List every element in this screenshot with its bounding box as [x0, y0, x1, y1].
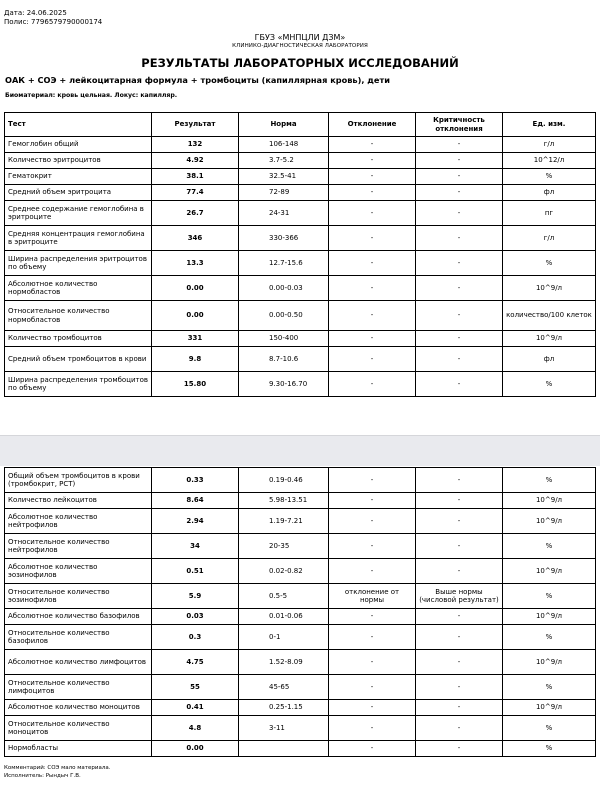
cell-unit: фл: [503, 347, 596, 372]
cell-result: 13.3: [152, 251, 239, 276]
table-row: [5, 226, 596, 251]
cell-criticality: -: [416, 493, 503, 509]
cell-test-name: Гематокрит: [5, 169, 152, 185]
cell-criticality: -: [416, 226, 503, 251]
cell-deviation: -: [329, 675, 416, 700]
cell-test-name: Относительное количество эозинофилов: [5, 584, 152, 609]
cell-result: 4.75: [152, 650, 239, 675]
cell-test-name: Количество тромбоцитов: [5, 331, 152, 347]
cell-criticality: -: [416, 468, 503, 493]
cell-norm: 3.7-5.2: [239, 153, 329, 169]
page-title: РЕЗУЛЬТАТЫ ЛАБОРАТОРНЫХ ИССЛЕДОВАНИЙ: [141, 56, 459, 70]
cell-unit: 10^9/л: [503, 559, 596, 584]
table-row: [5, 534, 596, 559]
cell-deviation: -: [329, 201, 416, 226]
cell-result: 0.51: [152, 559, 239, 584]
table-row: [5, 675, 596, 700]
table-row: [5, 650, 596, 675]
policy-number: Полис: 7796579790000174: [4, 18, 103, 26]
cell-criticality: -: [416, 153, 503, 169]
table-row: [5, 301, 596, 331]
cell-criticality: -: [416, 169, 503, 185]
cell-unit: %: [503, 716, 596, 741]
cell-norm: 32.5-41: [239, 169, 329, 185]
cell-deviation: -: [329, 372, 416, 397]
cell-test-name: Абсолютное количество базофилов: [5, 609, 152, 625]
cell-norm: 0.01-0.06: [239, 609, 329, 625]
cell-deviation: -: [329, 609, 416, 625]
col-header-criticality: Критичность отклонения: [416, 113, 503, 137]
cell-deviation: -: [329, 276, 416, 301]
cell-test-name: Абсолютное количество нейтрофилов: [5, 509, 152, 534]
cell-result: 34: [152, 534, 239, 559]
cell-deviation: -: [329, 153, 416, 169]
cell-norm: 150-400: [239, 331, 329, 347]
table-row: [5, 372, 596, 397]
report-date: Дата: 24.06.2025: [4, 9, 67, 17]
cell-norm: 0.25-1.15: [239, 700, 329, 716]
executor-text: Исполнитель: Рындыч Г.В.: [4, 773, 81, 779]
cell-deviation: -: [329, 534, 416, 559]
cell-result: 77.4: [152, 185, 239, 201]
cell-norm: 0.00-0.03: [239, 276, 329, 301]
cell-criticality: -: [416, 609, 503, 625]
cell-unit: г/л: [503, 137, 596, 153]
cell-criticality: Выше нормы (числовой результат): [416, 584, 503, 609]
cell-result: 346: [152, 226, 239, 251]
cell-test-name: Средний объем тромбоцитов в крови: [5, 347, 152, 372]
cell-result: 4.8: [152, 716, 239, 741]
cell-norm: 3-11: [239, 716, 329, 741]
cell-criticality: -: [416, 716, 503, 741]
cell-test-name: Количество лейкоцитов: [5, 493, 152, 509]
cell-unit: %: [503, 169, 596, 185]
cell-criticality: -: [416, 741, 503, 757]
cell-deviation: -: [329, 493, 416, 509]
cell-deviation: -: [329, 169, 416, 185]
cell-unit: %: [503, 251, 596, 276]
cell-test-name: Относительное количество нормобластов: [5, 301, 152, 331]
cell-deviation: -: [329, 559, 416, 584]
cell-result: 55: [152, 675, 239, 700]
cell-result: 8.64: [152, 493, 239, 509]
cell-test-name: Ширина распределения эритроцитов по объему: [5, 251, 152, 276]
cell-norm: 20-35: [239, 534, 329, 559]
table-row: [5, 700, 596, 716]
cell-norm: 0.5-5: [239, 584, 329, 609]
cell-criticality: -: [416, 137, 503, 153]
cell-result: 5.9: [152, 584, 239, 609]
col-header-result: Результат: [152, 113, 239, 137]
cell-criticality: -: [416, 251, 503, 276]
cell-unit: фл: [503, 185, 596, 201]
cell-norm: 24-31: [239, 201, 329, 226]
table-row: [5, 153, 596, 169]
cell-test-name: Среднее содержание гемоглобина в эритроците: [5, 201, 152, 226]
cell-unit: 10^9/л: [503, 700, 596, 716]
cell-result: 26.7: [152, 201, 239, 226]
cell-unit: %: [503, 372, 596, 397]
table-row: [5, 201, 596, 226]
cell-deviation: -: [329, 650, 416, 675]
cell-unit: пг: [503, 201, 596, 226]
cell-deviation: -: [329, 468, 416, 493]
cell-test-name: Абсолютное количество нормобластов: [5, 276, 152, 301]
cell-unit: 10^9/л: [503, 650, 596, 675]
col-header-unit: Ед. изм.: [503, 113, 596, 137]
cell-result: 0.00: [152, 276, 239, 301]
cell-norm: [239, 741, 329, 757]
cell-criticality: -: [416, 185, 503, 201]
table-row: [5, 509, 596, 534]
table-row: [5, 251, 596, 276]
cell-norm: 12.7-15.6: [239, 251, 329, 276]
cell-deviation: -: [329, 301, 416, 331]
table-row: [5, 493, 596, 509]
table-row: [5, 331, 596, 347]
cell-unit: %: [503, 741, 596, 757]
cell-norm: 0.00-0.50: [239, 301, 329, 331]
table-header-row: [5, 113, 596, 137]
cell-norm: 5.98-13.51: [239, 493, 329, 509]
table-row: [5, 347, 596, 372]
cell-criticality: -: [416, 650, 503, 675]
cell-result: 0.00: [152, 301, 239, 331]
cell-deviation: -: [329, 509, 416, 534]
cell-unit: %: [503, 584, 596, 609]
cell-criticality: -: [416, 509, 503, 534]
cell-result: 9.8: [152, 347, 239, 372]
cell-test-name: Абсолютное количество лимфоцитов: [5, 650, 152, 675]
cell-norm: 0.02-0.82: [239, 559, 329, 584]
cell-unit: 10^9/л: [503, 276, 596, 301]
cell-result: 2.94: [152, 509, 239, 534]
table-row: [5, 468, 596, 493]
cell-result: 4.92: [152, 153, 239, 169]
cell-deviation: -: [329, 741, 416, 757]
cell-test-name: Абсолютное количество моноцитов: [5, 700, 152, 716]
cell-unit: 10^9/л: [503, 331, 596, 347]
cell-test-name: Гемоглобин общий: [5, 137, 152, 153]
cell-test-name: Средний объем эритроцита: [5, 185, 152, 201]
cell-norm: 72-89: [239, 185, 329, 201]
cell-deviation: -: [329, 185, 416, 201]
cell-criticality: -: [416, 301, 503, 331]
cell-test-name: Средняя концентрация гемоглобина в эритроците: [5, 226, 152, 251]
cell-criticality: -: [416, 331, 503, 347]
cell-unit: г/л: [503, 226, 596, 251]
table-row: [5, 559, 596, 584]
cell-result: 331: [152, 331, 239, 347]
table-row: [5, 276, 596, 301]
col-header-deviation: Отклонение: [329, 113, 416, 137]
cell-deviation: -: [329, 625, 416, 650]
cell-deviation: -: [329, 347, 416, 372]
cell-unit: 10^12/л: [503, 153, 596, 169]
biomaterial-info: Биоматериал: кровь цельная. Локус: капилляр.: [5, 92, 178, 99]
cell-unit: %: [503, 675, 596, 700]
cell-deviation: -: [329, 251, 416, 276]
cell-result: 0.03: [152, 609, 239, 625]
cell-norm: 1.52-8.09: [239, 650, 329, 675]
cell-criticality: -: [416, 276, 503, 301]
cell-unit: 10^9/л: [503, 509, 596, 534]
cell-unit: %: [503, 534, 596, 559]
cell-test-name: Относительное количество базофилов: [5, 625, 152, 650]
table-row: [5, 716, 596, 741]
page-break: [0, 435, 600, 467]
cell-norm: 106-148: [239, 137, 329, 153]
cell-norm: 0-1: [239, 625, 329, 650]
laboratory-name: КЛИНИКО-ДИАГНОСТИЧЕСКАЯ ЛАБОРАТОРИЯ: [232, 43, 368, 49]
cell-unit: %: [503, 625, 596, 650]
cell-result: 0.00: [152, 741, 239, 757]
cell-deviation: отклонение от нормы: [329, 584, 416, 609]
cell-norm: 9.30-16.70: [239, 372, 329, 397]
cell-criticality: -: [416, 625, 503, 650]
table-row: [5, 169, 596, 185]
cell-norm: 8.7-10.6: [239, 347, 329, 372]
cell-deviation: -: [329, 716, 416, 741]
cell-result: 15.80: [152, 372, 239, 397]
cell-result: 38.1: [152, 169, 239, 185]
cell-unit: %: [503, 468, 596, 493]
cell-test-name: Ширина распределения тромбоцитов по объему: [5, 372, 152, 397]
cell-criticality: -: [416, 559, 503, 584]
cell-deviation: -: [329, 700, 416, 716]
table-row: [5, 185, 596, 201]
table-row: [5, 625, 596, 650]
cell-test-name: Относительное количество моноцитов: [5, 716, 152, 741]
cell-criticality: -: [416, 675, 503, 700]
cell-result: 132: [152, 137, 239, 153]
cell-test-name: Относительное количество нейтрофилов: [5, 534, 152, 559]
cell-result: 0.33: [152, 468, 239, 493]
cell-unit: 10^9/л: [503, 493, 596, 509]
results-table-1: [4, 112, 596, 397]
table-row: [5, 609, 596, 625]
cell-norm: 330-366: [239, 226, 329, 251]
cell-criticality: -: [416, 372, 503, 397]
table-row: [5, 584, 596, 609]
results-table-2: [4, 467, 596, 757]
cell-criticality: -: [416, 347, 503, 372]
cell-deviation: -: [329, 137, 416, 153]
comment-text: Комментарий: СОЭ мало материала.: [4, 765, 111, 771]
col-header-test: Тест: [5, 113, 152, 137]
cell-test-name: Количество эритроцитов: [5, 153, 152, 169]
cell-criticality: -: [416, 534, 503, 559]
cell-criticality: -: [416, 201, 503, 226]
cell-criticality: -: [416, 700, 503, 716]
table-row: [5, 741, 596, 757]
cell-result: 0.41: [152, 700, 239, 716]
cell-norm: 45-65: [239, 675, 329, 700]
cell-deviation: -: [329, 331, 416, 347]
cell-deviation: -: [329, 226, 416, 251]
cell-test-name: Относительное количество лимфоцитов: [5, 675, 152, 700]
cell-norm: 0.19-0.46: [239, 468, 329, 493]
organization-name: ГБУЗ «МНПЦЛИ ДЗМ»: [254, 33, 346, 42]
cell-unit: 10^9/л: [503, 609, 596, 625]
cell-result: 0.3: [152, 625, 239, 650]
cell-unit: количество/100 клеток: [503, 301, 596, 331]
test-panel-name: ОАК + СОЭ + лейкоцитарная формула + тромбоциты (капиллярная кровь), дети: [5, 75, 390, 85]
col-header-norm: Норма: [239, 113, 329, 137]
cell-test-name: Общий объем тромбоцитов в крови (тромбокрит, PCT): [5, 468, 152, 493]
cell-test-name: Нормобласты: [5, 741, 152, 757]
table-row: [5, 137, 596, 153]
cell-norm: 1.19-7.21: [239, 509, 329, 534]
cell-test-name: Абсолютное количество эозинофилов: [5, 559, 152, 584]
